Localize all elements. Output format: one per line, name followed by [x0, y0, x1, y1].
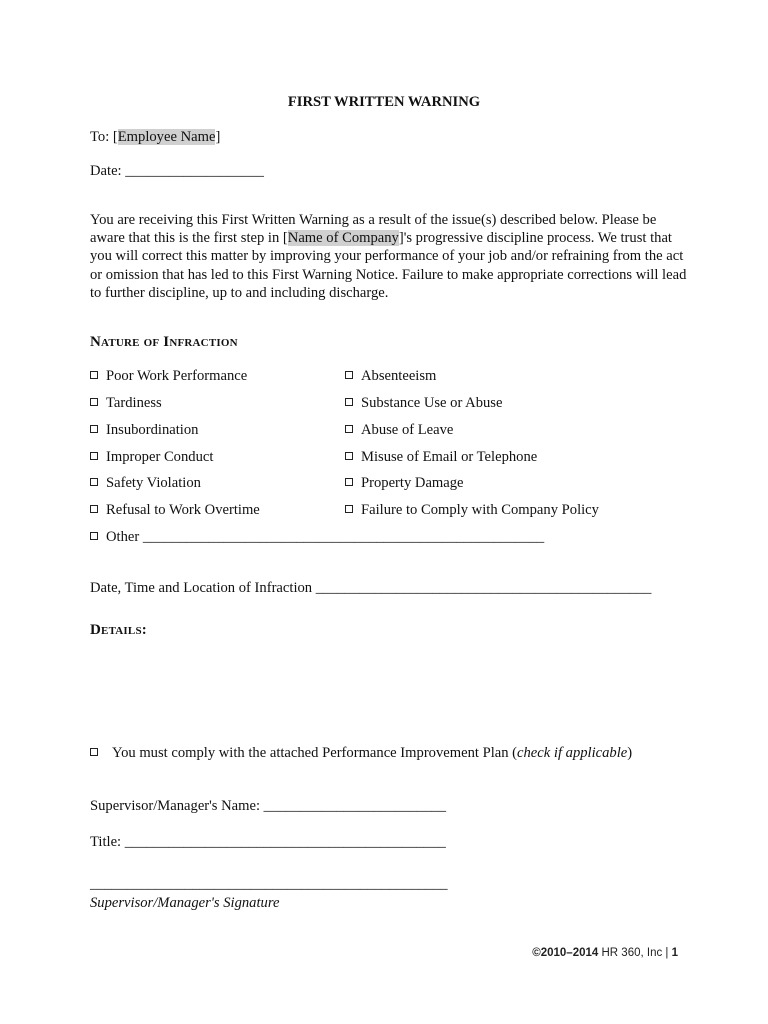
checkbox-icon[interactable] [345, 398, 353, 406]
checkbox-icon[interactable] [90, 398, 98, 406]
checkbox-item[interactable] [90, 368, 247, 385]
checkbox-item[interactable] [90, 422, 198, 439]
checkbox-icon[interactable] [90, 532, 98, 540]
checkbox-label: Other _______________________________________________________ [106, 529, 545, 545]
checkbox-icon[interactable] [90, 748, 98, 756]
pip-label-italic: check if applicable [517, 745, 628, 761]
to-prefix: To: [ [90, 129, 118, 145]
infraction-heading: Nature of Infraction [90, 334, 238, 350]
details-heading: Details: [90, 622, 147, 638]
checkbox-icon[interactable] [90, 371, 98, 379]
checkbox-icon[interactable] [345, 478, 353, 486]
to-line [90, 129, 220, 146]
signature-line[interactable]: _________________________________________________ [90, 876, 448, 892]
infraction-date-location-field[interactable]: Date, Time and Location of Infraction ______________________________________________ [90, 580, 652, 596]
checkbox-item[interactable] [345, 368, 436, 385]
checkbox-label: Failure to Comply with Company Policy [361, 502, 599, 518]
intro-text-2: ]'s progressive discipline process. We trust that you will correct this matter by improving your performance of your job and/or refraining from the act or omission that has led to this First Warning Notice. Failure to make appropriate corrections will lead to further discipline, up to and including discharge. [90, 230, 687, 301]
supervisor-name-field[interactable]: Supervisor/Manager's Name: _________________________ [90, 798, 447, 814]
checkbox-item[interactable] [345, 475, 464, 492]
page-number: 1 [671, 947, 678, 959]
document-title: FIRST WRITTEN WARNING [287, 94, 481, 110]
checkbox-label: Misuse of Email or Telephone [361, 449, 538, 465]
signature-label [90, 895, 279, 912]
footer-copyright: ©2010–2014 [532, 947, 599, 959]
to-suffix: ] [215, 129, 221, 145]
signature-label-text: Supervisor/Manager's Signature [90, 895, 280, 911]
intro-paragraph [90, 211, 690, 302]
employee-name-field[interactable]: Employee Name [117, 129, 216, 145]
pip-label-close: ) [627, 745, 633, 761]
checkbox-label: Insubordination [106, 422, 199, 438]
checkbox-item[interactable] [345, 395, 502, 412]
checkbox-label: Substance Use or Abuse [361, 395, 503, 411]
checkbox-label: Improper Conduct [106, 449, 214, 465]
checkbox-icon[interactable] [90, 425, 98, 433]
checkbox-item[interactable] [90, 449, 213, 466]
pip-checkbox-item[interactable] [90, 745, 632, 762]
checkbox-label: Safety Violation [106, 475, 201, 491]
checkbox-label: Poor Work Performance [106, 368, 248, 384]
checkbox-icon[interactable] [345, 452, 353, 460]
checkbox-icon[interactable] [345, 505, 353, 513]
checkbox-label: Absenteeism [361, 368, 437, 384]
title-field[interactable]: Title: ____________________________________________ [90, 834, 446, 850]
intro-text-1: You are receiving this First Written Warning as a result of the issue(s) described below. Please be aware that this is the first step in [ [90, 212, 657, 247]
checkbox-item[interactable] [90, 475, 201, 492]
checkbox-item[interactable] [90, 395, 162, 412]
checkbox-item-other[interactable] [90, 529, 544, 546]
checkbox-item[interactable] [345, 422, 453, 439]
footer-company: HR 360, Inc | [598, 947, 672, 959]
checkbox-icon[interactable] [90, 505, 98, 513]
checkbox-item[interactable] [345, 449, 537, 466]
pip-label: You must comply with the attached Performance Improvement Plan ( [112, 745, 518, 761]
checkbox-label: Tardiness [106, 395, 162, 411]
checkbox-label: Refusal to Work Overtime [106, 502, 260, 518]
checkbox-item[interactable] [345, 502, 599, 519]
checkbox-icon[interactable] [90, 452, 98, 460]
checkbox-label: Property Damage [361, 475, 464, 491]
checkbox-icon[interactable] [90, 478, 98, 486]
company-name-field[interactable]: Name of Company [287, 230, 399, 247]
checkbox-item[interactable] [90, 502, 260, 519]
date-field[interactable]: Date: ___________________ [90, 163, 264, 179]
checkbox-icon[interactable] [345, 425, 353, 433]
checkbox-label: Abuse of Leave [361, 422, 454, 438]
checkbox-icon[interactable] [345, 371, 353, 379]
page-footer [532, 947, 678, 959]
